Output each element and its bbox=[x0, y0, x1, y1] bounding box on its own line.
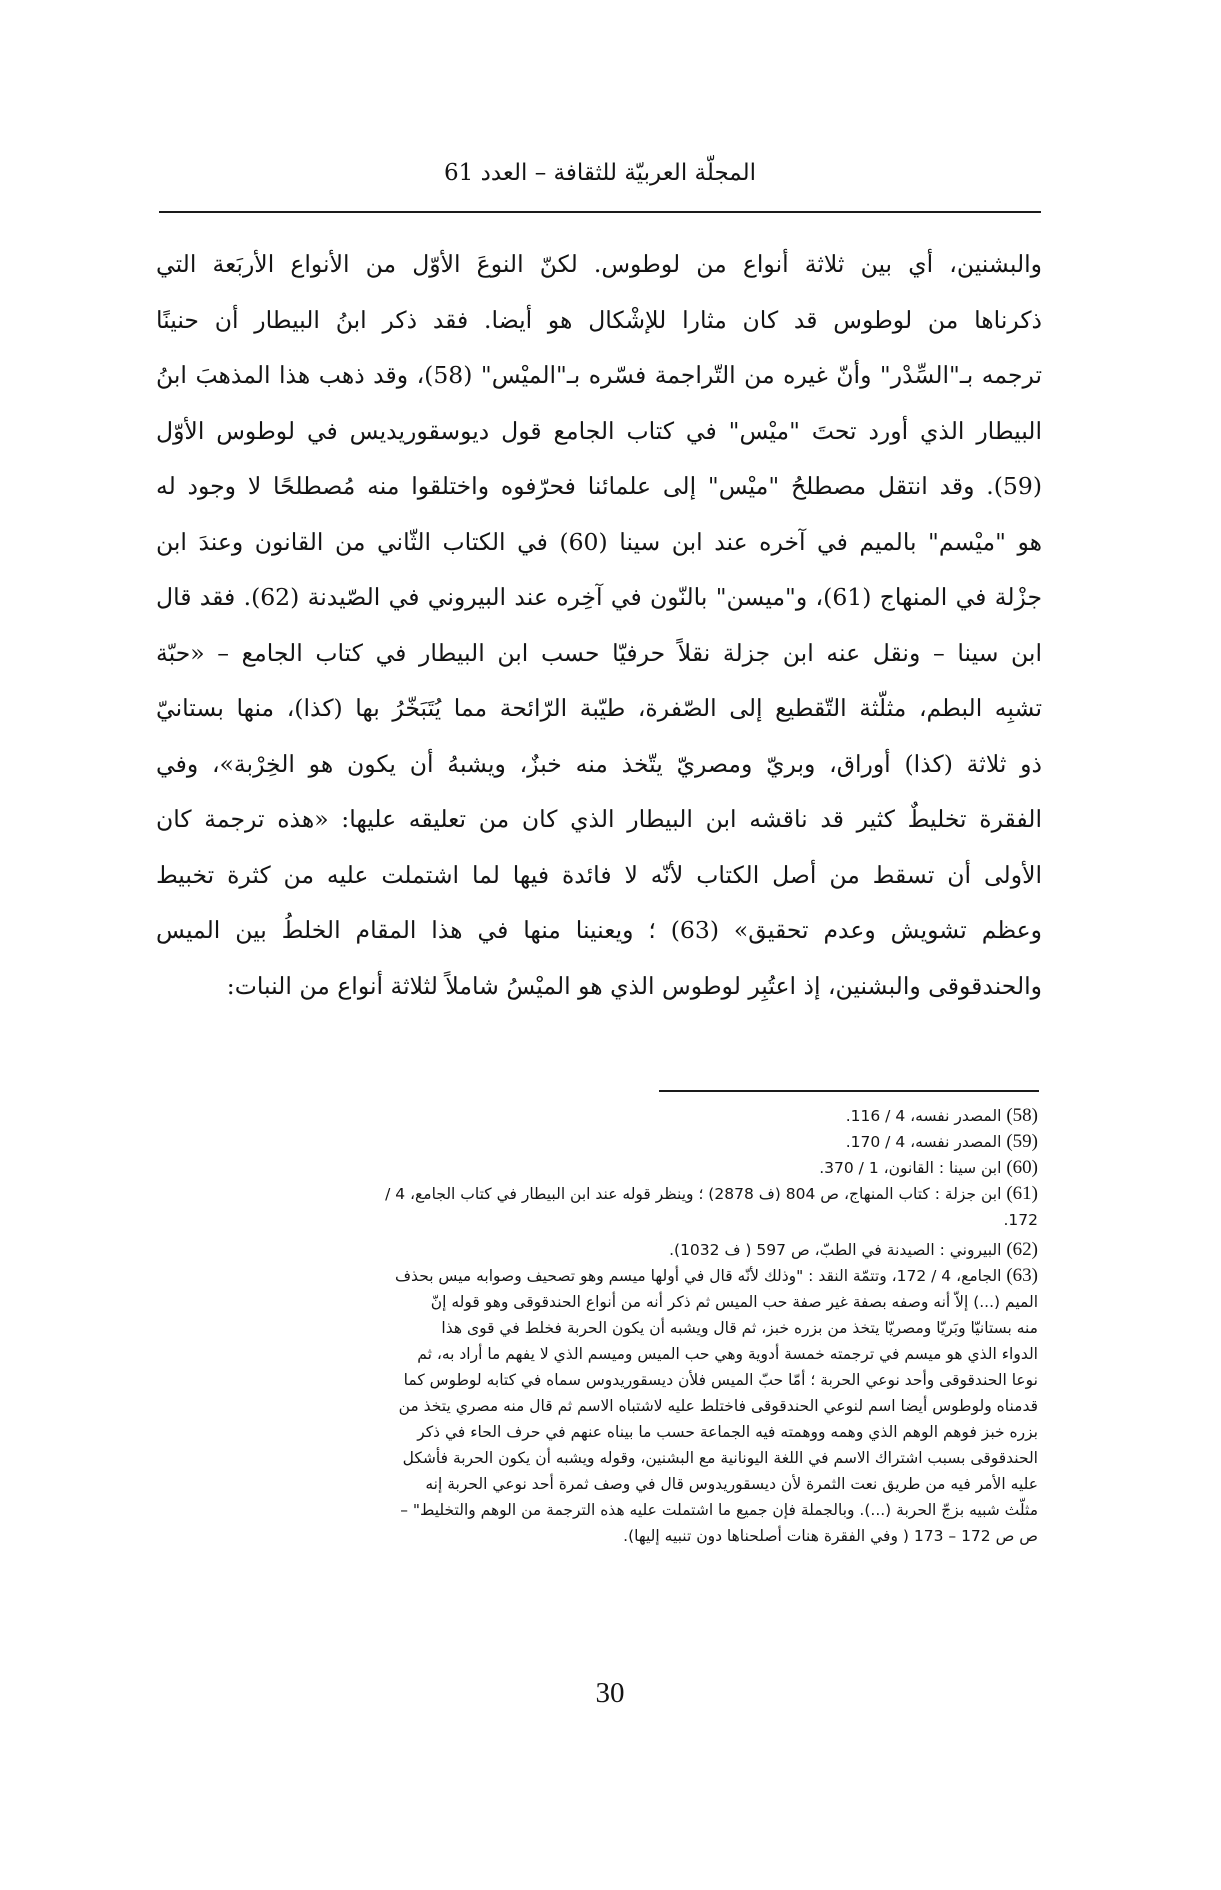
footnote-line: الدواء الذي هو ميسم في ترجمته خمسة أدوية وهي حب الميس وميسم الذي لا يفهم ما أراد به، ثم bbox=[417, 1345, 1038, 1363]
footnote-line: نوعا الحندقوقى وأحد نوعي الحربة ؛ أمّا حبّ الميس فلأن ديسقوريدوس سماه في كتابه لوطوس كما bbox=[403, 1371, 1038, 1389]
footnote-number: (62) bbox=[1006, 1239, 1038, 1260]
page-number: 30 bbox=[595, 1677, 625, 1709]
footnote-line: ص ص 172 – 173 ( وفي الفقرة هنات أصلحناها دون تنبيه إليها). bbox=[623, 1527, 1038, 1545]
footnote-59 bbox=[158, 1129, 1038, 1155]
footnote-line: منه بستانيّا وبَريّا ومصريّا يتخذ من بزره خبز، ثم قال ويشبه أن يكون الحربة فخلط في قوى هذا bbox=[441, 1319, 1038, 1337]
body-line: ذو ثلاثة (كذا) أوراق، وبريّ ومصريّ يتّخذ منه خبزٌ، ويشبهُ أن يكون هو الخِرْبة»، وفي bbox=[156, 749, 1042, 778]
footnotes bbox=[158, 1103, 1038, 1549]
footnote-60 bbox=[158, 1155, 1038, 1181]
footnote-rule bbox=[659, 1090, 1039, 1092]
footnote-number: (63) bbox=[1006, 1265, 1038, 1286]
running-header: المجلّة العربيّة للثقافة – العدد 61 bbox=[443, 160, 757, 186]
footnote-line: الميم (...) إلاّ أنه وصفه بصفة غير صفة حب الميس ثم ذكر أنه من أنواع الحندقوقى وهو قوله إنّ bbox=[430, 1293, 1038, 1311]
footnote-63 bbox=[158, 1263, 1038, 1549]
body-line: تشبِه البطم، مثلّثة التّقطيع إلى الصّفرة، طيّبة الرّائحة مما يُتَبَخّرُ بها (كذا)، منها بستانيّ bbox=[156, 694, 1042, 722]
footnote-line: الحندقوقى بسبب اشتراك الاسم في اللغة اليونانية مع البشنين، وقوله ويشبه أن يكون الحربة فأشكل bbox=[402, 1449, 1038, 1467]
body-line: وعظم تشويش وعدم تحقيق» (63) ؛ ويعنينا منها في هذا المقام الخلطُ بين الميس bbox=[156, 916, 1042, 944]
body-line: ابن سينا – ونقل عنه ابن جزلة نقلاً حرفيّا حسب ابن البيطار في كتاب الجامع – «حبّة bbox=[156, 638, 1042, 667]
footnote-text: المصدر نفسه، 4 / 170. bbox=[845, 1133, 1002, 1151]
body-line: والحندقوقى والبشنين، إذ اعتُبِر لوطوس الذي هو الميْسُ شاملاً لثلاثة أنواع من النبات: bbox=[226, 971, 1042, 1000]
footnote-text: الجامع، 4 / 172، وتتمّة النقد : "وذلك لأنّه قال في أولها ميسم وهو تصحيف وصوابه ميس بحذف bbox=[394, 1267, 1002, 1285]
footnote-line bbox=[158, 1103, 1038, 1129]
body-line: والبشنين، أي بين ثلاثة أنواع من لوطوس. لكنّ النوعَ الأوّل من الأنواع الأربَعة التي bbox=[156, 250, 1042, 278]
body-line: ترجمه بـ"السِّدْر" وأنّ غيره من التّراجمة فسّره بـ"الميْس" (58)، وقد ذهب هذا المذهبَ ابنُ bbox=[156, 361, 1042, 389]
footnote-number: (61) bbox=[1006, 1183, 1038, 1204]
footnote-line bbox=[158, 1237, 1038, 1263]
footnote-text: المصدر نفسه، 4 / 116. bbox=[845, 1107, 1002, 1125]
header-rule bbox=[159, 211, 1041, 213]
footnote-line: قدمناه ولوطوس أيضا اسم لنوعي الحندقوقى فاختلط عليه لاشتباه الاسم ثم قال منه مصري يتخذ من bbox=[398, 1397, 1038, 1415]
body-line: جزْلة في المنهاج (61)، و"ميسن" بالنّون في آخِره عند البيروني في الصّيدنة (62). فقد قال bbox=[156, 583, 1042, 611]
footnote-number: (60) bbox=[1006, 1157, 1038, 1178]
footnote-61 bbox=[158, 1181, 1038, 1233]
footnote-text: البيروني : الصيدنة في الطبّ، ص 597 ( ف 1032). bbox=[669, 1241, 1002, 1259]
footnote-line bbox=[158, 1129, 1038, 1155]
body-line: البيطار الذي أورد تحتَ "ميْس" في كتاب الجامع قول ديوسقوريديس في لوطوس الأوّل bbox=[156, 416, 1042, 445]
body-line: الفقرة تخليطٌ كثير قد ناقشه ابن البيطار الذي كان من تعليقه عليها: «هذه ترجمة كان bbox=[156, 805, 1042, 833]
footnote-line bbox=[158, 1263, 1038, 1289]
body-text bbox=[156, 237, 1042, 1014]
footnote-line bbox=[158, 1155, 1038, 1181]
footnote-text: ابن سينا : القانون، 1 / 370. bbox=[819, 1159, 1002, 1177]
footnote-line bbox=[158, 1181, 1038, 1207]
footnote-text: ابن جزلة : كتاب المنهاج، ص 804 (ف 2878) ؛ وينظر قوله عند ابن البيطار في كتاب الجامع، 4 / bbox=[385, 1185, 1002, 1203]
footnote-line: عليه الأمر فيه من طريق نعت الثمرة لأن ديسقوريدوس قال في وصف ثمرة أحد نوعي الحربة إنه bbox=[425, 1475, 1038, 1493]
footnote-number: (59) bbox=[1006, 1131, 1038, 1152]
body-line: (59). وقد انتقل مصطلحُ "ميْس" إلى علمائنا فحرّفوه واختلقوا منه مُصطلحًا لا وجود له bbox=[156, 472, 1042, 500]
footnote-number: (58) bbox=[1006, 1105, 1038, 1126]
footnote-line: مثلّث شبيه بزجّ الحربة (...). وبالجملة فإن جميع ما اشتملت عليه هذه الترجمة من الوهم والتخليط" – bbox=[400, 1501, 1038, 1519]
body-line: هو "ميْسم" بالميم في آخره عند ابن سينا (60) في الكتاب الثّاني من القانون وعندَ ابن bbox=[156, 527, 1042, 556]
footnote-line: بزره خبز فوهم الوهم الذي وهمه ووهمته فيه الجماعة حسب ما بيناه عنهم في حرف الحاء في ذكر bbox=[417, 1423, 1038, 1441]
body-line: الأولى أن تسقط من أصل الكتاب لأنّه لا فائدة فيها لما اشتملت عليه من كثرة تخبيط bbox=[156, 860, 1042, 889]
footnote-line: 172. bbox=[1003, 1211, 1038, 1229]
footnote-58 bbox=[158, 1103, 1038, 1129]
footnote-62 bbox=[158, 1237, 1038, 1263]
body-line: ذكرناها من لوطوس قد كان مثارا للإشْكال هو أيضا. فقد ذكر ابنُ البيطار أن حنينًا bbox=[156, 305, 1042, 334]
